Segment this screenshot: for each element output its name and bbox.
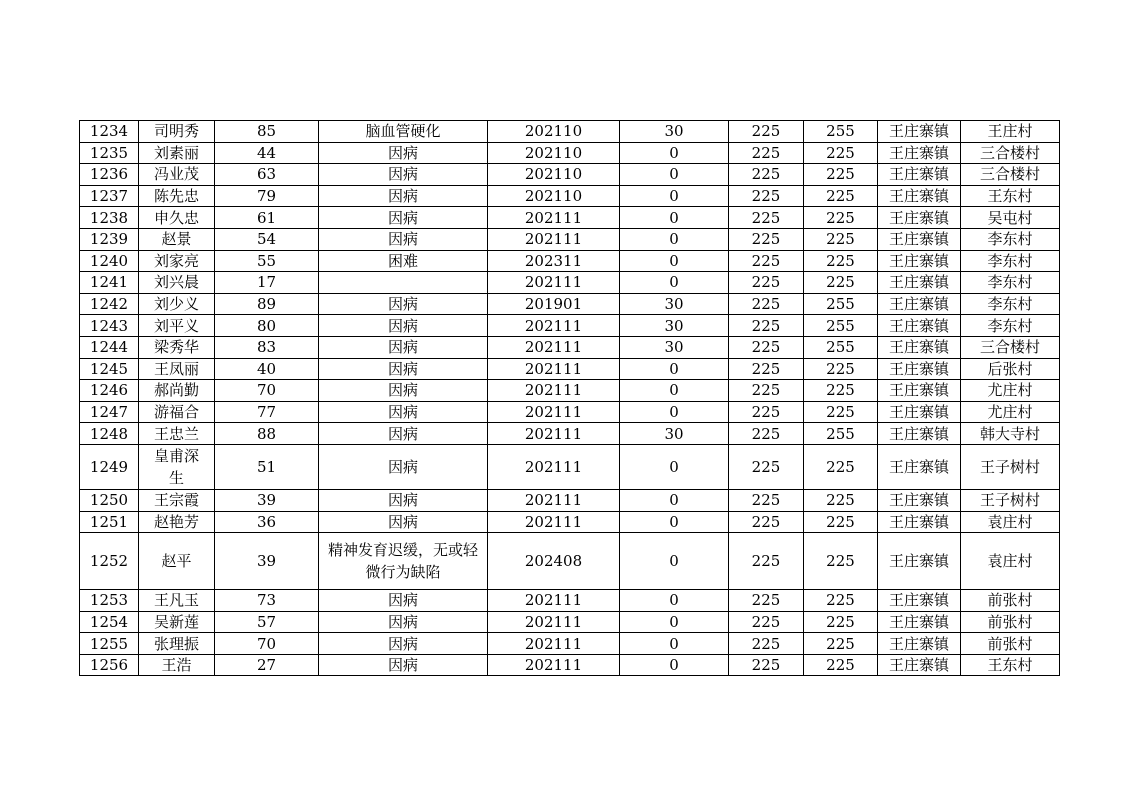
cell-reason [319,272,488,294]
cell-subsidy: 30 [620,423,729,445]
cell-name: 王忠兰 [139,423,215,445]
cell-number: 1234 [80,121,139,143]
cell-name: 皇甫深生 [139,444,215,489]
cell-age: 54 [215,228,319,250]
cell-number: 1245 [80,358,139,380]
table-row [80,272,1060,294]
cell-village: 李东村 [961,250,1060,272]
cell-reason: 因病 [319,401,488,423]
cell-total: 255 [804,121,878,143]
cell-base: 225 [729,611,804,633]
cell-subsidy: 30 [620,293,729,315]
cell-village: 李东村 [961,293,1060,315]
cell-town: 王庄寨镇 [878,293,961,315]
cell-total: 255 [804,423,878,445]
table-row [80,185,1060,207]
cell-village: 三合楼村 [961,142,1060,164]
cell-subsidy: 30 [620,121,729,143]
cell-total: 225 [804,380,878,402]
cell-number: 1251 [80,511,139,533]
table-row [80,423,1060,445]
cell-date: 202111 [488,358,620,380]
cell-number: 1254 [80,611,139,633]
cell-age: 63 [215,164,319,186]
cell-name: 王凤丽 [139,358,215,380]
cell-town: 王庄寨镇 [878,185,961,207]
cell-total: 225 [804,533,878,590]
cell-village: 李东村 [961,315,1060,337]
cell-name: 游福合 [139,401,215,423]
cell-subsidy: 0 [620,633,729,655]
cell-total: 255 [804,315,878,337]
cell-town: 王庄寨镇 [878,511,961,533]
cell-name: 刘家亮 [139,250,215,272]
cell-total: 225 [804,489,878,511]
cell-number: 1243 [80,315,139,337]
cell-subsidy: 0 [620,207,729,229]
table-row [80,533,1060,590]
cell-age: 36 [215,511,319,533]
cell-total: 225 [804,633,878,655]
cell-village: 吴屯村 [961,207,1060,229]
cell-date: 202111 [488,511,620,533]
cell-subsidy: 0 [620,533,729,590]
cell-number: 1246 [80,380,139,402]
cell-number: 1252 [80,533,139,590]
table-row [80,444,1060,489]
cell-town: 王庄寨镇 [878,164,961,186]
cell-name: 赵平 [139,533,215,590]
table-row [80,380,1060,402]
cell-subsidy: 0 [620,272,729,294]
cell-village: 前张村 [961,590,1060,612]
cell-reason: 因病 [319,358,488,380]
cell-number: 1242 [80,293,139,315]
cell-town: 王庄寨镇 [878,121,961,143]
cell-subsidy: 30 [620,336,729,358]
cell-name: 王凡玉 [139,590,215,612]
cell-name: 王宗霞 [139,489,215,511]
cell-village: 尤庄村 [961,401,1060,423]
cell-name: 赵艳芳 [139,511,215,533]
cell-village: 后张村 [961,358,1060,380]
cell-village: 前张村 [961,633,1060,655]
cell-subsidy: 0 [620,380,729,402]
cell-name: 陈先忠 [139,185,215,207]
cell-subsidy: 0 [620,164,729,186]
cell-village: 李东村 [961,272,1060,294]
cell-base: 225 [729,164,804,186]
cell-age: 70 [215,633,319,655]
table-row [80,207,1060,229]
cell-town: 王庄寨镇 [878,272,961,294]
cell-village: 前张村 [961,611,1060,633]
cell-village: 三合楼村 [961,164,1060,186]
cell-subsidy: 0 [620,444,729,489]
cell-number: 1255 [80,633,139,655]
cell-subsidy: 0 [620,401,729,423]
cell-base: 225 [729,654,804,676]
cell-village: 王子树村 [961,489,1060,511]
cell-reason: 因病 [319,293,488,315]
cell-name: 王浩 [139,654,215,676]
cell-date: 202111 [488,590,620,612]
cell-name: 刘素丽 [139,142,215,164]
table-row [80,250,1060,272]
cell-age: 77 [215,401,319,423]
cell-date: 202111 [488,401,620,423]
cell-reason: 因病 [319,315,488,337]
cell-number: 1235 [80,142,139,164]
cell-date: 202110 [488,185,620,207]
cell-date: 202111 [488,611,620,633]
cell-number: 1256 [80,654,139,676]
cell-age: 40 [215,358,319,380]
cell-town: 王庄寨镇 [878,207,961,229]
cell-date: 202408 [488,533,620,590]
cell-base: 225 [729,590,804,612]
cell-town: 王庄寨镇 [878,489,961,511]
cell-reason: 精神发育迟缓，无或轻微行为缺陷 [319,533,488,590]
cell-total: 225 [804,228,878,250]
cell-town: 王庄寨镇 [878,228,961,250]
table-row [80,142,1060,164]
cell-base: 225 [729,207,804,229]
cell-town: 王庄寨镇 [878,142,961,164]
cell-subsidy: 0 [620,654,729,676]
cell-name: 张理振 [139,633,215,655]
cell-town: 王庄寨镇 [878,401,961,423]
cell-village: 王庄村 [961,121,1060,143]
cell-base: 225 [729,121,804,143]
cell-base: 225 [729,272,804,294]
cell-total: 225 [804,654,878,676]
cell-subsidy: 0 [620,228,729,250]
cell-age: 44 [215,142,319,164]
table-body [80,121,1060,676]
cell-reason: 因病 [319,380,488,402]
table-row [80,121,1060,143]
cell-total: 225 [804,207,878,229]
table-row [80,228,1060,250]
cell-number: 1244 [80,336,139,358]
cell-name: 赵景 [139,228,215,250]
cell-age: 17 [215,272,319,294]
cell-reason: 因病 [319,207,488,229]
cell-number: 1247 [80,401,139,423]
cell-date: 202111 [488,228,620,250]
cell-date: 201901 [488,293,620,315]
cell-number: 1238 [80,207,139,229]
cell-reason: 因病 [319,654,488,676]
cell-number: 1239 [80,228,139,250]
cell-total: 225 [804,250,878,272]
cell-base: 225 [729,489,804,511]
cell-date: 202111 [488,315,620,337]
cell-base: 225 [729,250,804,272]
cell-town: 王庄寨镇 [878,380,961,402]
cell-reason: 因病 [319,444,488,489]
table-row [80,164,1060,186]
table-row [80,511,1060,533]
cell-base: 225 [729,293,804,315]
cell-base: 225 [729,533,804,590]
cell-age: 79 [215,185,319,207]
table-row [80,336,1060,358]
cell-age: 51 [215,444,319,489]
cell-age: 70 [215,380,319,402]
cell-name: 刘少义 [139,293,215,315]
cell-reason: 因病 [319,336,488,358]
cell-village: 王子树村 [961,444,1060,489]
cell-total: 225 [804,511,878,533]
cell-age: 83 [215,336,319,358]
cell-subsidy: 0 [620,489,729,511]
cell-reason: 因病 [319,590,488,612]
cell-base: 225 [729,423,804,445]
table-row [80,611,1060,633]
cell-village: 三合楼村 [961,336,1060,358]
cell-village: 王东村 [961,185,1060,207]
cell-total: 225 [804,590,878,612]
cell-date: 202111 [488,380,620,402]
cell-reason: 因病 [319,611,488,633]
cell-reason: 困难 [319,250,488,272]
cell-name: 冯业茂 [139,164,215,186]
cell-age: 39 [215,533,319,590]
cell-town: 王庄寨镇 [878,633,961,655]
cell-age: 27 [215,654,319,676]
cell-total: 225 [804,164,878,186]
cell-total: 225 [804,401,878,423]
cell-number: 1253 [80,590,139,612]
cell-reason: 因病 [319,633,488,655]
cell-age: 61 [215,207,319,229]
cell-age: 89 [215,293,319,315]
cell-reason: 因病 [319,489,488,511]
cell-reason: 因病 [319,185,488,207]
table-row [80,654,1060,676]
cell-total: 225 [804,272,878,294]
cell-number: 1241 [80,272,139,294]
records-table [79,120,1060,676]
cell-age: 88 [215,423,319,445]
cell-date: 202111 [488,336,620,358]
cell-date: 202110 [488,142,620,164]
cell-reason: 因病 [319,511,488,533]
cell-base: 225 [729,228,804,250]
cell-name: 刘兴晨 [139,272,215,294]
cell-town: 王庄寨镇 [878,358,961,380]
cell-date: 202110 [488,164,620,186]
cell-total: 225 [804,142,878,164]
cell-base: 225 [729,633,804,655]
cell-total: 225 [804,444,878,489]
cell-name: 申久忠 [139,207,215,229]
cell-reason: 因病 [319,228,488,250]
cell-base: 225 [729,185,804,207]
cell-subsidy: 0 [620,358,729,380]
cell-age: 73 [215,590,319,612]
cell-base: 225 [729,380,804,402]
cell-town: 王庄寨镇 [878,590,961,612]
cell-name: 梁秀华 [139,336,215,358]
table-row [80,315,1060,337]
cell-base: 225 [729,142,804,164]
cell-total: 255 [804,336,878,358]
cell-age: 39 [215,489,319,511]
table-row [80,590,1060,612]
table-row [80,489,1060,511]
cell-total: 225 [804,185,878,207]
cell-base: 225 [729,444,804,489]
cell-town: 王庄寨镇 [878,533,961,590]
cell-town: 王庄寨镇 [878,654,961,676]
cell-town: 王庄寨镇 [878,250,961,272]
cell-subsidy: 0 [620,142,729,164]
cell-number: 1237 [80,185,139,207]
table-row [80,358,1060,380]
cell-village: 王东村 [961,654,1060,676]
cell-number: 1248 [80,423,139,445]
cell-date: 202111 [488,654,620,676]
cell-age: 55 [215,250,319,272]
cell-base: 225 [729,511,804,533]
cell-reason: 因病 [319,142,488,164]
cell-date: 202111 [488,444,620,489]
cell-subsidy: 0 [620,185,729,207]
cell-age: 85 [215,121,319,143]
cell-number: 1249 [80,444,139,489]
cell-town: 王庄寨镇 [878,336,961,358]
cell-reason: 因病 [319,164,488,186]
cell-age: 80 [215,315,319,337]
cell-base: 225 [729,401,804,423]
cell-reason: 脑血管硬化 [319,121,488,143]
cell-subsidy: 0 [620,250,729,272]
cell-town: 王庄寨镇 [878,611,961,633]
cell-date: 202110 [488,121,620,143]
cell-subsidy: 0 [620,590,729,612]
cell-village: 尤庄村 [961,380,1060,402]
cell-base: 225 [729,315,804,337]
cell-subsidy: 0 [620,511,729,533]
cell-base: 225 [729,336,804,358]
cell-village: 李东村 [961,228,1060,250]
cell-number: 1250 [80,489,139,511]
cell-subsidy: 30 [620,315,729,337]
cell-age: 57 [215,611,319,633]
cell-name: 刘平义 [139,315,215,337]
cell-name: 郝尚勤 [139,380,215,402]
cell-number: 1240 [80,250,139,272]
cell-total: 255 [804,293,878,315]
cell-date: 202111 [488,633,620,655]
cell-village: 袁庄村 [961,511,1060,533]
cell-number: 1236 [80,164,139,186]
cell-reason: 因病 [319,423,488,445]
cell-date: 202111 [488,423,620,445]
table-row [80,293,1060,315]
table-row [80,633,1060,655]
cell-name: 吴新莲 [139,611,215,633]
cell-town: 王庄寨镇 [878,444,961,489]
cell-date: 202111 [488,207,620,229]
cell-date: 202111 [488,489,620,511]
cell-town: 王庄寨镇 [878,423,961,445]
cell-town: 王庄寨镇 [878,315,961,337]
cell-subsidy: 0 [620,611,729,633]
table-row [80,401,1060,423]
cell-name: 司明秀 [139,121,215,143]
cell-date: 202111 [488,272,620,294]
cell-total: 225 [804,358,878,380]
cell-total: 225 [804,611,878,633]
cell-base: 225 [729,358,804,380]
cell-village: 袁庄村 [961,533,1060,590]
cell-date: 202311 [488,250,620,272]
cell-village: 韩大寺村 [961,423,1060,445]
